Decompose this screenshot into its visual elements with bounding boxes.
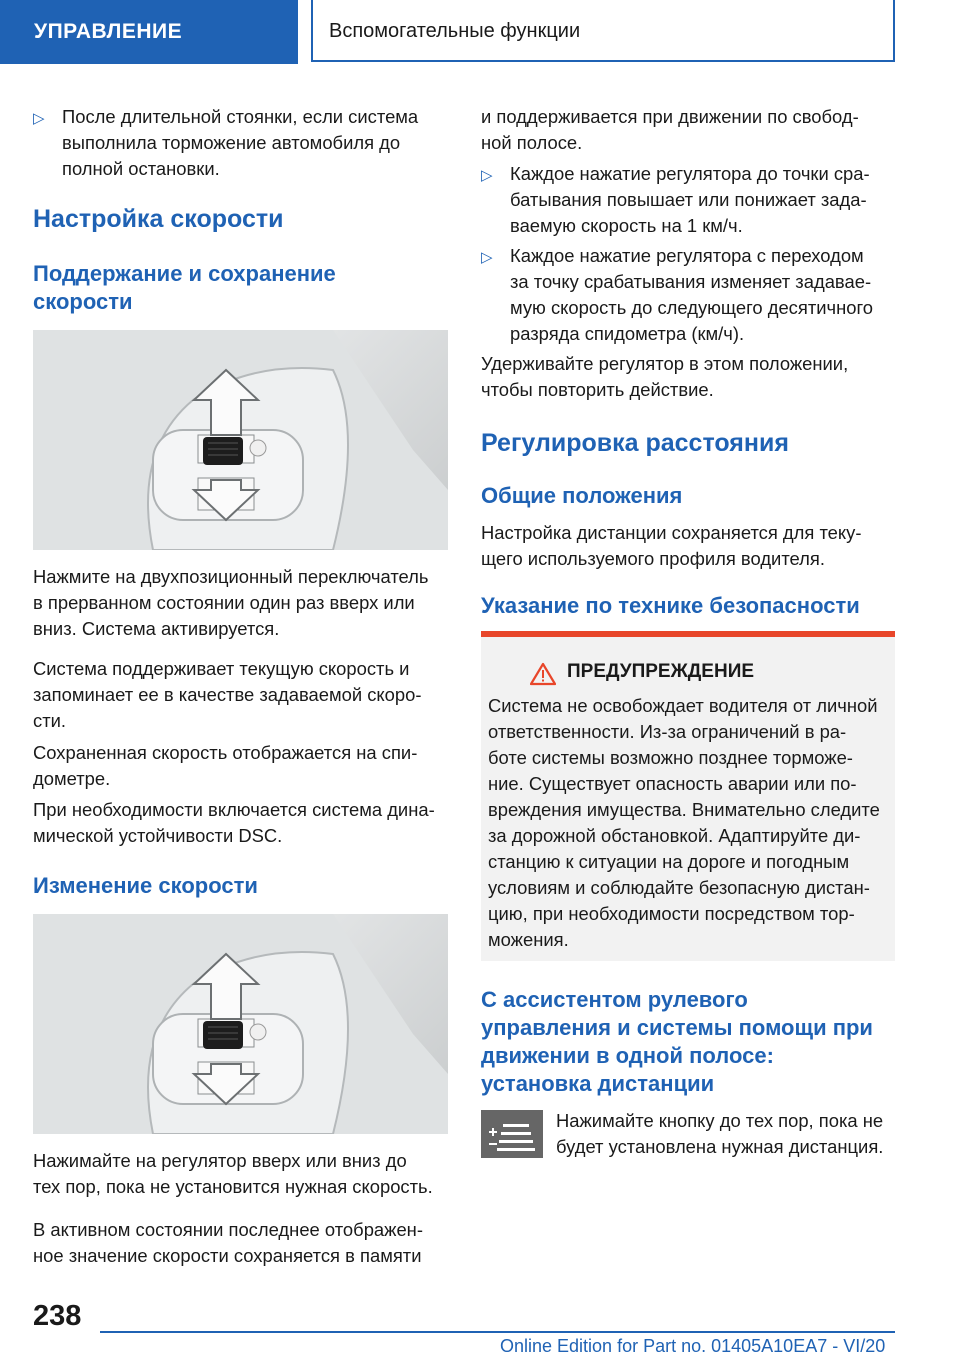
bullet-icon: ▷ [481, 249, 493, 266]
bullet-step-1kmh: Каждое нажатие регулятора до точки сра- батывания повышает или понижает зада- ваемую скорость на 1 км/ч. [510, 163, 870, 236]
steering-wheel-photo-2 [33, 914, 448, 1134]
warning-title: ПРЕДУПРЕЖДЕНИЕ [567, 661, 755, 682]
bullet-icon: ▷ [33, 110, 45, 127]
heading-keep-save: Поддержание и сохранение скорости [33, 261, 336, 314]
paragraph-display: Сохраненная скорость отображается на спи- дометре. [33, 742, 418, 789]
heading-distance: Регулировка расстояния [481, 429, 789, 457]
heading-general: Общие положения [481, 483, 683, 508]
page-number: 238 [33, 1300, 82, 1332]
heading-speed-setting: Настройка скорости [33, 205, 284, 233]
paragraph-memory: В активном состоянии последнее отображен- ное значение скорости сохраняется в памяти [33, 1219, 423, 1266]
edition-text: Online Edition for Part no. 01405A10EA7 - VI/20 [500, 1336, 886, 1356]
paragraph-hold: Удерживайте регулятор в этом положении, чтобы повторить действие. [481, 353, 849, 400]
paragraph-adjust: Нажимайте на регулятор вверх или вниз до тех пор, пока не установится нужная скорость. [33, 1150, 433, 1197]
paragraph-dsc: При необходимости включается система дина- мической устойчивости DSC. [33, 799, 435, 846]
bullet-icon: ▷ [481, 167, 493, 184]
paragraph-button: Нажимайте кнопку до тех пор, пока не будет установлена нужная дистанция. [556, 1110, 884, 1157]
chapter-title: Вспомогательные функции [329, 20, 581, 42]
footer-rule [100, 1331, 895, 1333]
distance-button-icon [481, 1110, 543, 1158]
chapter-tab [311, 0, 895, 62]
section-tab [0, 0, 298, 64]
warning-text: Система не освобождает водителя от личной ответственности. Из-за ограничений в ра- боте системы возможно позднее торможе- ние. Существует опасность аварии или по- вреждения имущества. Внимательно следите за дорожной обстановкой. Адаптируйте ди- станцию к ситуации на дороге и погодным условиям и соблюдайте безопасную дистан- цию, при необходимости посредством тор- можения. [488, 695, 880, 950]
heading-safety: Указание по технике безопасности [481, 593, 860, 618]
paragraph-continue: и поддерживается при движении по свобод- ной полосе. [481, 106, 859, 153]
bullet-text: После длительной стоянки, если система выполнила торможение автомобиля до полной остановки. [62, 106, 419, 179]
steering-control-illustration-2 [33, 914, 448, 1134]
paragraph-activate: Нажмите на двухпозиционный переключатель в прерванном состоянии один раз вверх или вниз. Система активируется. [33, 566, 429, 639]
section-title: УПРАВЛЕНИЕ [34, 20, 183, 43]
steering-control-illustration [33, 330, 448, 550]
paragraph-profile: Настройка дистанции сохраняется для теку- щего используемого профиля водителя. [481, 522, 862, 569]
warning-box [481, 631, 895, 961]
paragraph-maintain: Система поддерживает текущую скорость и запоминает ее в качестве задаваемой скоро- сти. [33, 658, 422, 731]
warning-triangle-icon [530, 662, 556, 686]
bullet-step-decimal: Каждое нажатие регулятора с переходом за точку срабатывания изменяет задавае- мую скорость до следующего десятичного разряда спидометра (км/ч). [510, 245, 874, 344]
heading-assist: С ассистентом рулевого управления и системы помощи при движении в одной полосе: установка дистанции [481, 987, 873, 1096]
heading-speed-change: Изменение скорости [33, 873, 258, 898]
steering-wheel-photo [33, 330, 448, 550]
